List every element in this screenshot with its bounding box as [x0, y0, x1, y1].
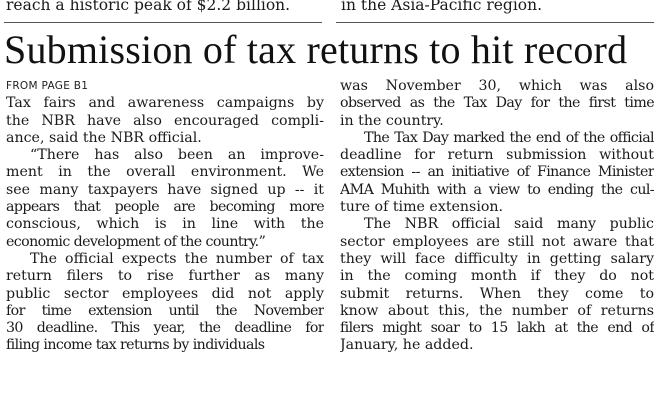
text-line: AMA Muhith with a view to ending the cul-	[340, 181, 654, 198]
text-line: filers might soar to 15 lakh at the end of	[340, 320, 654, 337]
text-line: return filers to rise further as many	[6, 268, 324, 285]
text-line: The NBR official said many public	[364, 216, 654, 233]
text-line: appears that people are becoming more	[6, 199, 324, 216]
text-line: see many taxpayers have signed up -- it	[6, 181, 324, 198]
text-line: public sector employees did not apply	[6, 285, 324, 302]
text-line: the NBR have also encouraged compli-	[6, 112, 324, 129]
text-line: observed as the Tax Day for the first time	[340, 95, 654, 112]
previous-article-left-tail: reach a historic peak of $2.2 billion.	[6, 0, 291, 14]
article-column-right	[340, 78, 654, 355]
text-line: for time extension until the November	[6, 302, 324, 319]
text-line: they will face difficulty in getting salary	[340, 250, 654, 267]
text-line: ance, said the NBR official.	[6, 129, 202, 146]
text-line: submit returns. When they come to	[340, 285, 654, 302]
previous-article-right-tail: in the Asia-Pacific region.	[341, 0, 543, 14]
text-line: deadline for return submission without	[340, 147, 654, 164]
jump-line: FROM PAGE B1	[6, 80, 89, 92]
text-line: extension -- an initiative of Finance Minister	[340, 164, 654, 181]
article-column-left	[6, 78, 324, 355]
text-line: January, he added.	[340, 337, 474, 354]
text-line: in the coming month if they do not	[340, 268, 654, 285]
article-headline: Submission of tax returns to hit record	[4, 27, 628, 72]
text-line: filing income tax returns by individuals	[6, 337, 265, 354]
text-line: conscious, which is in line with the	[6, 216, 324, 233]
text-line: ture of time extension.	[340, 199, 504, 216]
text-line: in the country.	[340, 112, 444, 129]
column-rule-right	[336, 22, 654, 23]
text-line: economic development of the country.”	[6, 233, 266, 250]
text-line: “There has also been an improve-	[30, 147, 324, 164]
text-line: ment in the overall environment. We	[6, 164, 324, 181]
column-rule-left	[4, 22, 322, 23]
text-line: know about this, the number of returns	[340, 302, 654, 319]
text-line: was November 30, which was also	[340, 78, 654, 94]
text-line: The Tax Day marked the end of the official	[364, 129, 654, 146]
text-line: 30 deadline. This year, the deadline for	[6, 320, 324, 337]
text-line: sector employees are still not aware that	[340, 233, 654, 250]
text-line: The official expects the number of tax	[30, 250, 324, 267]
text-line: Tax fairs and awareness campaigns by	[6, 95, 324, 112]
